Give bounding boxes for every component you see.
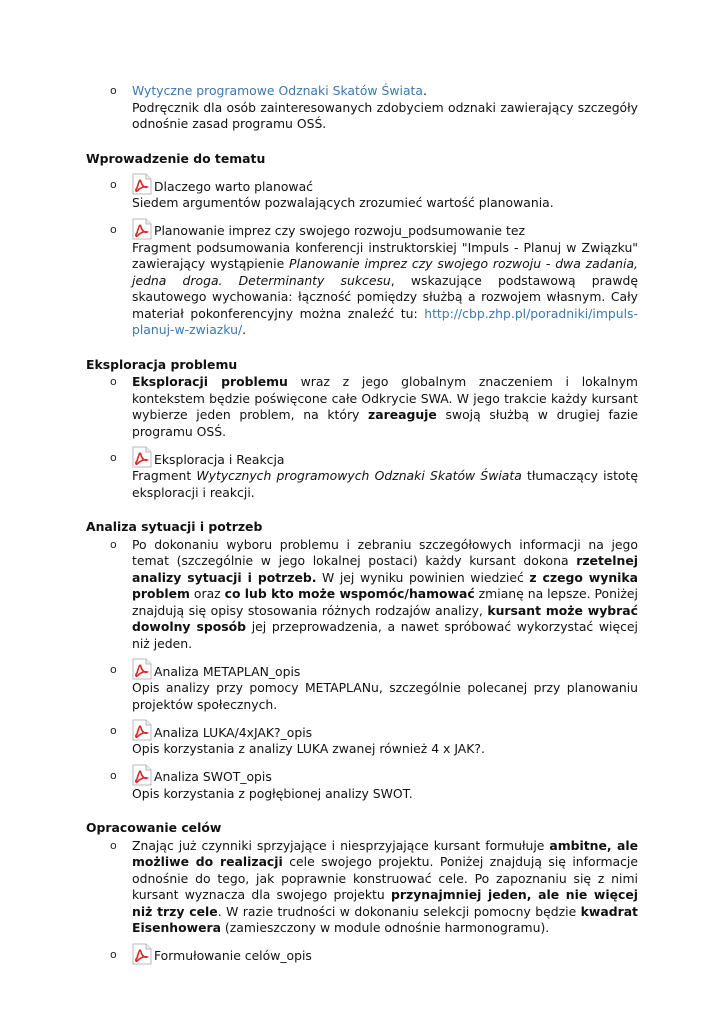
file-description: Fragment Wytycznych programowych Odznaki Skatów Świata tłumaczący istotę eksploracji i reakcji. (132, 468, 638, 500)
file-description: Opis analizy przy pomocy METAPLANu, szczególnie polecanej przy planowaniu projektów społecznych. (132, 680, 638, 712)
file-description: Opis korzystania z pogłębionej analizy SWOT. (132, 785, 413, 801)
list-bullet: o (110, 178, 117, 191)
list-bullet: o (110, 451, 117, 464)
list-item (86, 216, 638, 339)
paragraph: Po dokonaniu wyboru problemu i zebraniu szczegółowych informacji na jego temat (szczególnie w jego lokalnej postaci) każdy kursant dokona rzetelnej analizy sytuacji i potrzeb. W jej wyniku powinien wiedzieć z czego wynika problem oraz co lub kto może wspomóc/hamować zmianę na lepsze. Poniżej znajdują się opisy stosowania różnych rodzajów analizy, kursant może wybrać dowolny sposób jej przeprowadzenia, a nawet spróbować wykorzystać więcej niż jeden. (132, 536, 638, 651)
file-title[interactable]: Formułowanie celów_opis (154, 948, 312, 963)
intro-description: Podręcznik dla osób zainteresowanych zdobyciem odznaki zawierający szczegóły odnośnie zasad programu OSŚ. (132, 99, 638, 131)
list-bullet: o (110, 84, 117, 97)
file-title[interactable]: Dlaczego warto planować (154, 178, 313, 194)
list-item (86, 838, 638, 937)
list-item (86, 717, 638, 758)
pdf-file-icon[interactable] (132, 446, 152, 468)
file-title[interactable]: Planowanie imprez czy swojego rozwoju_podsumowanie tez (154, 223, 525, 238)
list-bullet: o (110, 724, 117, 737)
list-item (86, 941, 638, 965)
pdf-file-icon[interactable] (132, 764, 152, 786)
paragraph: Eksploracji problemu wraz z jego globalnym znaczeniem i lokalnym kontekstem będzie poświęcone całe Odkrycie SWA. W jego trakcie każdy kursant wybierze jeden problem, na który zareaguje swoją służbą w drugiej fazie programu OSŚ. (132, 374, 638, 439)
paragraph: Znając już czynniki sprzyjające i niesprzyjające kursant formułuje ambitne, ale możliwe do realizacji cele swojego projektu. Poniżej znajdują się informacje odnośnie do tego, jak poprawnie konstruować cele. Po zapoznaniu się z nimi kursant wyznacza dla swojego projektu przynajmniej jeden, ale nie więcej niż trzy cele. W razie trudności w dokonaniu selekcji pomocny będzie kwadrat Eisenhowera (zamieszczony w module odnośnie harmonogramu). (132, 837, 638, 935)
list-item (86, 374, 638, 440)
list-bullet: o (110, 663, 117, 676)
list-bullet: o (110, 537, 117, 551)
file-title[interactable]: Analiza SWOT_opis (154, 769, 272, 784)
file-description: Siedem argumentów pozwalających zrozumieć wartość planowania. (132, 195, 554, 210)
list-bullet: o (110, 222, 117, 236)
pdf-file-icon[interactable] (132, 719, 152, 741)
list-item (86, 762, 638, 803)
list-item (86, 444, 638, 501)
pdf-file-icon[interactable] (132, 218, 152, 240)
list-item (86, 171, 638, 212)
pdf-file-icon[interactable] (132, 943, 152, 965)
section-heading-goals: Opracowanie celów (86, 820, 222, 835)
section-heading-intro-topic: Wprowadzenie do tematu (86, 150, 266, 166)
file-description: Fragment podsumowania konferencji instruktorskiej "Impuls - Planuj w Związku" zawierający wystąpienie Planowanie imprez czy swojego rozwoju - dwa zadania, jedna droga. Determinanty sukcesu, wskazujące podstawową prawdę skautowego wychowania: łączność pomiędzy służbą a rozwojem własnym. Cały materiał pokonferencyjny można znaleźć tu: http://cbp.zhp.pl/poradniki/impuls-planuj-w-zwiazku/. (132, 239, 638, 337)
guidelines-link[interactable]: Wytyczne programowe Odznaki Skatów Świata (132, 83, 423, 98)
pdf-file-icon[interactable] (132, 658, 152, 680)
file-description: Opis korzystania z analizy LUKA zwanej również 4 x JAK?. (132, 741, 485, 756)
document-page (86, 83, 638, 965)
list-bullet: o (110, 768, 117, 782)
intro-item: o Wytyczne programowe Odznaki Skatów Świata. Podręcznik dla osób zainteresowanych zdobyciem odznaki zawierający szczegóły odnośnie zasad programu OSŚ. (110, 83, 638, 131)
list-bullet: o (110, 375, 117, 388)
list-item (86, 537, 638, 653)
section-heading-exploration: Eksploracja problemu (86, 356, 238, 372)
list-bullet: o (110, 947, 117, 961)
pdf-file-icon[interactable] (132, 173, 152, 195)
file-title[interactable]: Eksploracja i Reakcja (154, 451, 285, 467)
list-bullet: o (110, 838, 117, 852)
list-item (86, 656, 638, 713)
section-heading-analysis: Analiza sytuacji i potrzeb (86, 519, 263, 534)
file-title[interactable]: Analiza LUKA/4xJAK?_opis (154, 724, 313, 740)
file-title[interactable]: Analiza METAPLAN_opis (154, 663, 301, 679)
conference-link[interactable]: http://cbp.zhp.pl/poradniki/impuls-planuj-w-zwiazku/ (132, 305, 638, 337)
